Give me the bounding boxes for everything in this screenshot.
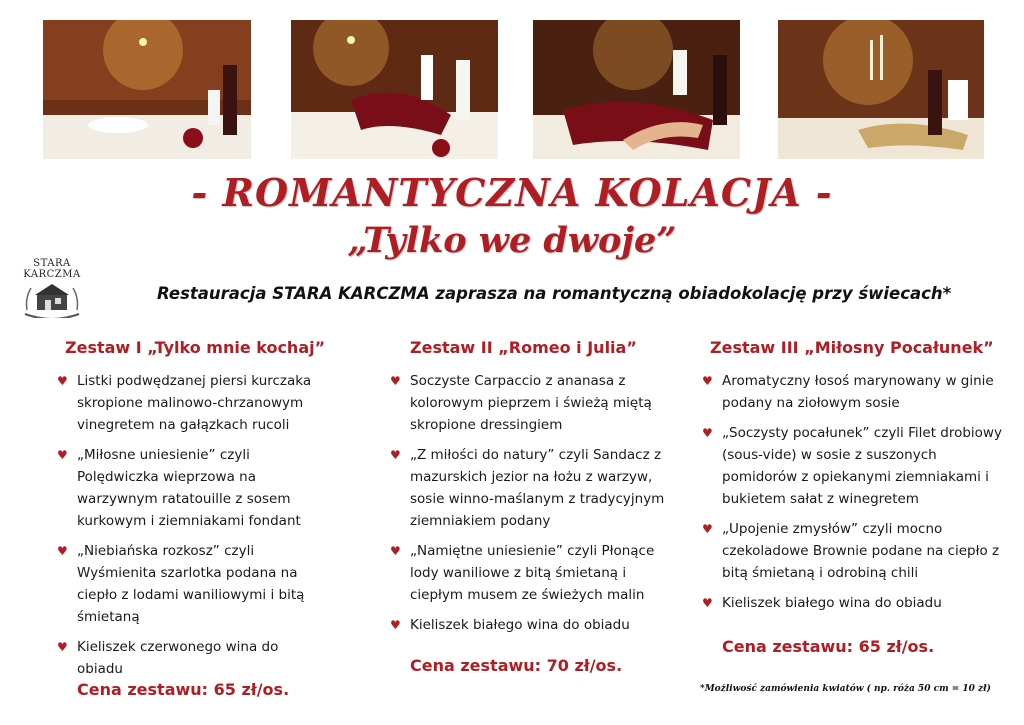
set-1-price: Cena zestawu: 65 zł/os. [77,680,290,699]
logo-emblem-icon [21,280,83,318]
photo-candlelit-table-3 [533,20,740,159]
heart-icon: ♥ [57,448,68,462]
set-2-title: Zestaw II „Romeo i Julia” [410,338,637,357]
set-3-price: Cena zestawu: 65 zł/os. [722,637,935,656]
heart-icon: ♥ [57,544,68,558]
heart-icon: ♥ [57,640,68,654]
heart-icon: ♥ [390,448,401,462]
heart-icon: ♥ [390,618,401,632]
list-item: ♥ „Soczysty pocałunek” czyli Filet drobiowy (sous-vide) w sosie z suszonych pomidorów z opiekanymi ziemniakami i bukietem sałat z winegretem [702,422,1002,510]
subtitle: „Tylko we dwoje” [347,220,677,261]
heart-icon: ♥ [390,374,401,388]
set-1-title: Zestaw I „Tylko mnie kochaj” [65,338,326,357]
list-item: ♥ Soczyste Carpaccio z ananasa z kolorowym pieprzem i świeżą miętą skropione dressingiem [390,370,665,436]
heart-icon: ♥ [702,596,713,610]
photo-candlelit-table-4 [778,20,984,159]
heart-icon: ♥ [390,544,401,558]
list-item: ♥ Kieliszek czerwonego wina do obiadu [57,636,327,680]
list-item: ♥ „Z miłości do natury” czyli Sandacz z mazurskich jezior na łożu z warzyw, sosie winno-maślanym z tradycyjnym ziemniakiem podany [390,444,665,532]
logo-text-line2: KARCZMA [23,269,81,280]
list-item: ♥ Listki podwędzanej piersi kurczaka skropione malinowo-chrzanowym vinegretem na gałązkach rucoli [57,370,327,436]
invitation-text: Restauracja STARA KARCZMA zaprasza na romantyczną obiadokolację przy świecach* [157,284,952,303]
set-1-menu [57,370,327,688]
list-item: ♥ Kieliszek białego wina do obiadu [390,614,665,636]
set-3-menu [702,370,1002,622]
list-item: ♥ Kieliszek białego wina do obiadu [702,592,1002,614]
heart-icon: ♥ [702,522,713,536]
set-2-price: Cena zestawu: 70 zł/os. [410,656,623,675]
heart-icon: ♥ [702,426,713,440]
flowers-footnote: *Możliwość zamówienia kwiatów ( np. róża 50 cm = 10 zł) [700,684,991,694]
list-item: ♥ „Upojenie zmysłów” czyli mocno czekoladowe Brownie podane na ciepło z bitą śmietaną i odrobiną chili [702,518,1002,584]
list-item: ♥ „Miłosne uniesienie” czyli Polędwiczka wieprzowa na warzywnym ratatouille z sosem kurkowym i ziemniakami fondant [57,444,327,532]
list-item: ♥ „Niebiańska rozkosz” czyli Wyśmienita szarlotka podana na ciepło z lodami waniliowymi i bitą śmietaną [57,540,327,628]
list-item: ♥ Aromatyczny łosoś marynowany w ginie podany na ziołowym sosie [702,370,1002,414]
set-2-menu [390,370,665,644]
main-title: - ROMANTYCZNA KOLACJA - [191,170,833,215]
restaurant-logo [18,258,86,322]
heart-icon: ♥ [702,374,713,388]
set-3-title: Zestaw III „Miłosny Pocałunek” [710,338,994,357]
heart-icon: ♥ [57,374,68,388]
photo-candlelit-table-1 [43,20,251,159]
list-item: ♥ „Namiętne uniesienie” czyli Płonące lody waniliowe z bitą śmietaną i ciepłym musem ze świeżych malin [390,540,665,606]
photo-candlelit-table-2 [291,20,498,159]
logo-text-line1: STARA [33,258,71,269]
